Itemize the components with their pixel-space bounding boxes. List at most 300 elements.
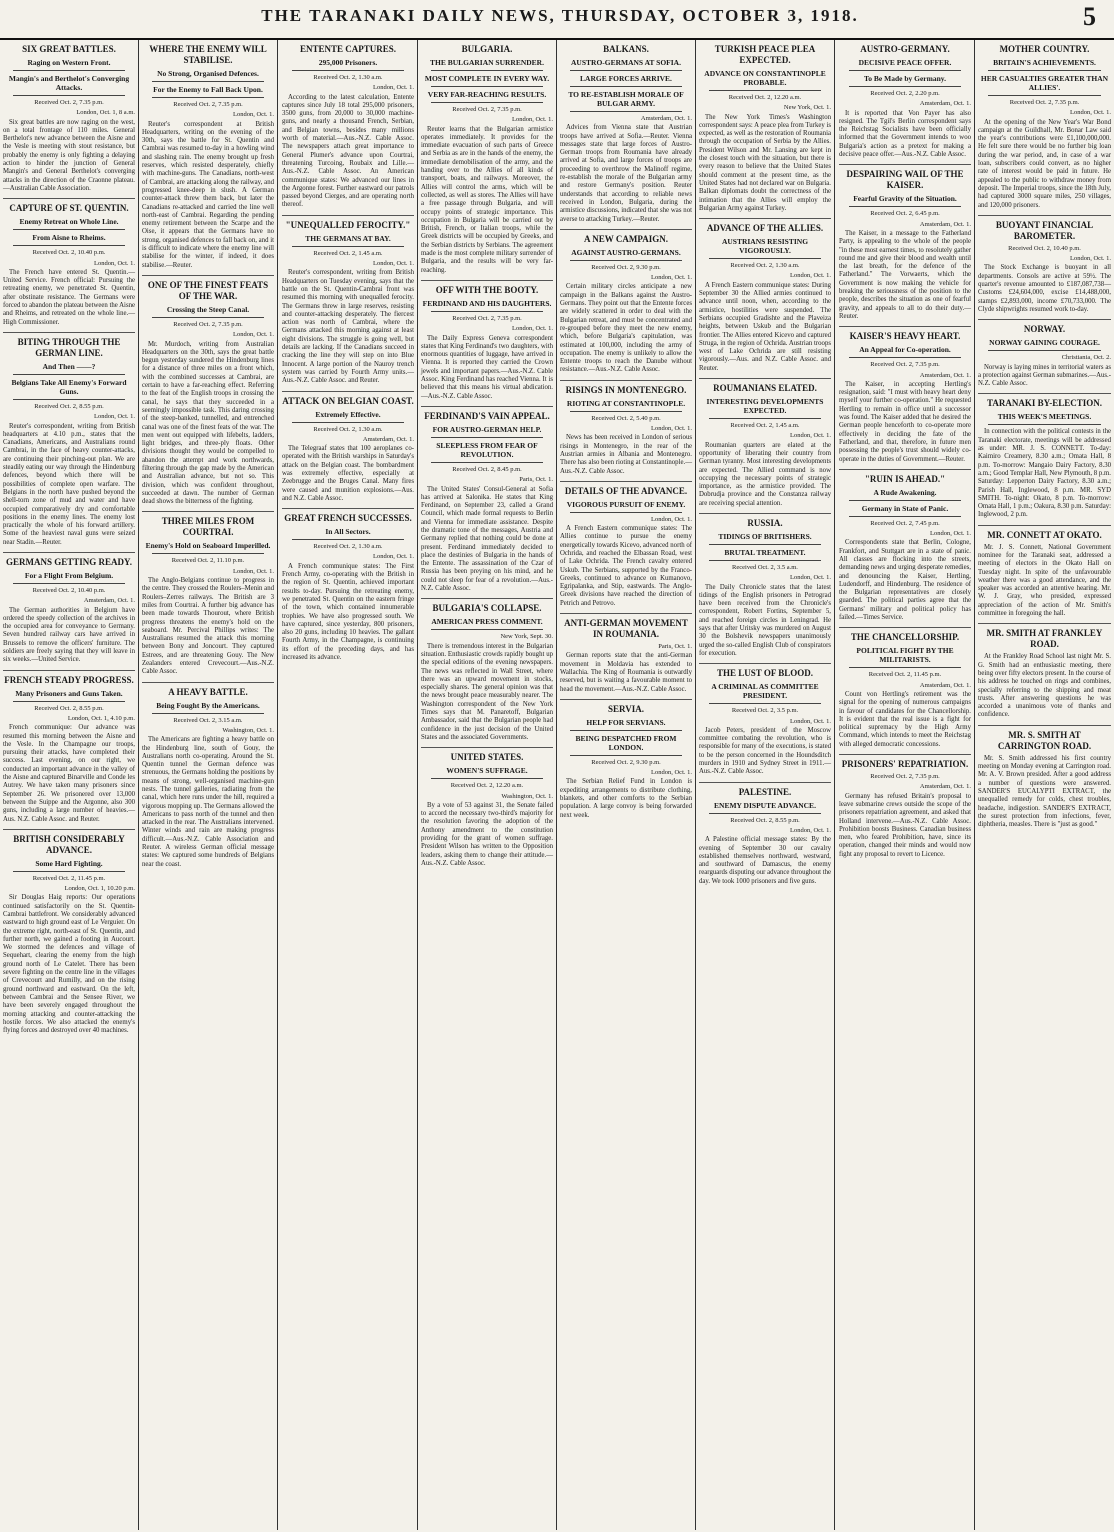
place-dateline: London, Oct. 1. <box>790 272 831 280</box>
article <box>699 223 831 379</box>
article <box>421 603 553 748</box>
place-dateline: London, Oct. 1. <box>790 717 831 725</box>
article-body: The New York Times's Washington correspondent says: A peace plea from Turkey is expected, as well as the restoration of Roumania through the occupation of Serbia by the Allies. President Wilson and Mr. Lansing are kept in the closest touch with the situation, but there is every reason to believe that the United States should comment at the present time, as the United States had not declared war on Bulgaria. Balkan diplomats doubt the correctness of the intimation that the Allies will employ the Bulgarian Army against Turkey. <box>699 113 831 212</box>
divider <box>570 512 682 513</box>
article <box>699 787 831 891</box>
article <box>282 513 414 667</box>
place-dateline: London, Oct. 1. <box>94 259 135 267</box>
received-dateline: Received Oct. 2, 10.40 p.m. <box>32 586 106 594</box>
article-body: It is reported that Von Payer has also resigned. The Tgil's Berlin correspondent says the Reichstag Socialists have been officially informed that the Government intends to woo Bulgaria's action as a pretext for making a decisive peace offer.—Aus.-N.Z. Cable Assoc. <box>839 109 971 159</box>
article-subheading: AGAINST AUSTRO-GERMANS. <box>571 247 681 257</box>
article-subheading: AMERICAN PRESS COMMENT. <box>431 617 543 627</box>
place-dateline: London, Oct. 1, 10.20 p.m. <box>64 885 135 893</box>
divider <box>709 703 821 704</box>
article-subheading: And Then ——? <box>42 361 96 371</box>
article-headline: ONE OF THE FINEST FEATS OF THE WAR. <box>147 279 269 301</box>
article-subheading: To Be Made by Germany. <box>863 74 947 83</box>
article-headline: DESPAIRING WAIL OF THE KAISER. <box>846 169 964 191</box>
article-subheading: WOMEN'S SUFFRAGE. <box>446 766 528 776</box>
place-dateline: Amsterdam, Oct. 1. <box>919 371 971 379</box>
article-body: Count von Hertling's retirement was the signal for the opening of numerous campaigns in favour of candidates for the Chancellorship. It is evident that the real issue is a fight for political supremacy by the High Army Command, which intends to meet the Reichstag with alleged democratic concessions. <box>839 690 971 748</box>
article <box>839 474 971 629</box>
article-body: The Telegraaf states that 100 aeroplanes co-operated with the British warships in Saturday's attack on the Belgian coast. The bombardment was extremely effective, especially at Zeebrugge and the Bruges Canal. Many fires were caused and munition explosions.—Aus. and N.Z. Cable Assoc. <box>282 445 414 502</box>
divider <box>431 86 543 87</box>
article-headline: RUSSIA. <box>747 517 783 528</box>
article-headline: A HEAVY BATTLE. <box>168 686 248 697</box>
divider <box>570 755 682 756</box>
article-headline: GERMANS GETTING READY. <box>6 556 132 567</box>
divider <box>13 70 125 71</box>
article <box>839 632 971 755</box>
article-subheading: VIGOROUS PURSUIT OF ENEMY. <box>566 499 686 509</box>
divider <box>292 246 404 247</box>
column-6 <box>696 40 835 1530</box>
article-body: Correspondents state that Berlin, Cologne, Frankfort, and Stuttgart are in a state of panic. All classes are flocking into the streets, demanding news and urging desperate remedies, and denouncing the Kaiser, Hertling, Ludendorff, and Hindenburg. The residence of the Bulgarian representatives are closely guarded. The political parties agree that the Germans' military and political policy has failed.—Times Service. <box>839 539 971 622</box>
article-body: At the Frankley Road School last night Mr. S. G. Smith had an enthusiastic meeting, there being over fifty electors present. In the course of his address he touched on rings and combines, specially referring to the shipping and meat trusts. After answering questions he was accorded a unanimous vote of thanks and confidence. <box>978 653 1111 719</box>
article-body: The Serbian Relief Fund in London is expediting arrangements to distribute clothing, blankets, and other comforts to the Serbian population. A large convoy is being forwarded next week. <box>560 778 692 819</box>
article <box>560 44 692 230</box>
article-body: News has been received in London of serious risings in Montenegro, in the rear of the Austrian armies in Albania and Montenegro. There has also been rioting at Constantinople.—Aus.-N.Z. Cable Assoc. <box>560 434 692 475</box>
article-body: Reuter's correspondent, writing from British Headquarters on Tuesday evening, says that the battle on the St. Quentin-Cambrai front was resumed this morning with unequalled ferocity. The Germans threw in large reserves, resisting and counter-attacking desperately. The fiercest action was north of Cambrai, where the Germans attacked this morning against at least eight divisions. The struggle is going well, but details are lacking. If the Canadians succeed in cracking the line they will step on into Blue Innocent. A large portion of the Nauroy trench system was carried by Fourth Army units.—Aus.-N.Z. Cable Assoc. and Reuter. <box>282 269 414 385</box>
article-body: The French have entered St. Quentin.—United Service. French official: Pursuing the retreating enemy, we penetrated St. Quentin, after obstinate resistance. The Germans were forced to abandon the plateau between the Aisne and Rheims, and retreated on the whole line.—High Commissioner. <box>3 268 135 326</box>
divider <box>292 70 404 71</box>
article-headline: RISINGS IN MONTENEGRO. <box>565 384 687 395</box>
article-subheading: In All Sectors. <box>325 527 371 537</box>
article-body: Reuter's correspondent at British Headquarters, writing on the evening of the 30th, says the battle for St. Quentin and Cambrai was resumed to-day in a howling wind and slashing rain. The enemy brought up fresh reserves, which resisted desperately, chiefly with machine-guns. The Canadians, north-west of Cambrai, are attacking along the railway, and progressed knee-deep in slush. A German counter-attack threw them back, but later the Canadians re-attacked and carried the line well north-east of Cambrai. Regarding the pending enemy retirement between the Scarpe and the Oise, it appears that the Germans have no strong, organised defences to fall back on, and it is difficult to indicate where the enemy line will stabilise for the winter, if indeed, it does stabilise.—Reuter. <box>142 120 274 269</box>
article-headline: TURKISH PEACE PLEA EXPECTED. <box>714 44 816 65</box>
received-dateline: Received Oct. 2, 1.45 a.m. <box>313 249 383 257</box>
divider <box>152 317 264 318</box>
article-subheading: BRITAIN'S ACHIEVEMENTS. <box>993 58 1096 67</box>
article-headline: BRITISH CONSIDERABLY ADVANCE. <box>13 833 125 855</box>
article <box>421 752 553 873</box>
article <box>3 834 135 1041</box>
received-dateline: Received Oct. 2, 11.10 p.m. <box>171 557 245 565</box>
place-dateline: London, Oct. 1, 8 a.m. <box>76 109 135 117</box>
article-headline: SIX GREAT BATTLES. <box>22 44 116 54</box>
place-dateline: London, Oct. 1. <box>233 331 274 339</box>
place-dateline: Amsterdam, Oct. 1. <box>919 100 971 108</box>
article-subheading: Extremely Effective. <box>315 409 381 419</box>
received-dateline: Received Oct. 2, 10.40 p.m. <box>32 249 106 257</box>
masthead-title: THE TARANAKI DAILY NEWS, THURSDAY, OCTOBER 3, 1918. <box>261 6 859 25</box>
article-body: A French Eastern communique states: During September 30 the Allied armies continued to advance until noon, when, according to the armistice, hostilities were suspended. The Serbians occupied Gradishte and the Plaveiza heights, between Uskub and the Bulgarian frontier. The Allies entered Kicevo and captured Struga, in the region of Ochrida. Austrian troops west of Lake Ochrida are still resisting vigorously.—Aus. and N.Z. Cable Assoc. and Reuter. <box>699 281 831 372</box>
received-dateline: Received Oct. 2, 7.35 p.m. <box>34 99 104 106</box>
article-subheading: 295,000 Prisoners. <box>318 58 378 67</box>
article-body: The German authorities in Belgium have ordered the speedy collection of the archives in the occupied area for conveyance to Germany. Seven hundred railway cars have arrived in Brussels to remove the officers' furniture. The soldiers are freely saying that they will leave in six weeks.—United Service. <box>3 606 135 664</box>
article-subheading: No Strong, Organised Defences. <box>157 69 259 78</box>
article-subheading: An Appeal for Co-operation. <box>859 345 951 355</box>
received-dateline: Received Oct. 2, 3.15 a.m. <box>173 716 243 724</box>
divider <box>13 95 125 96</box>
divider <box>13 583 125 584</box>
article-subheading: Fearful Gravity of the Situation. <box>853 194 957 204</box>
article-headline: PRISONERS' REPATRIATION. <box>841 759 969 770</box>
article <box>560 618 692 700</box>
article-body: Six great battles are now raging on the west, on a total frontage of 110 miles. General Berthelot's new advance between the Aisne and the Vesle is meeting with stout resistance, but probably the enemy is only fighting a delaying action to hinder the junction of General Mangin's and General Berthelot's converging attacks in the direction of the Craonne plateau.—Australian Cable Association. <box>3 118 135 192</box>
article-body: German reports state that the anti-German movement in Moldavia has extended to Wallachia. The King of Roumania is outwardly reserved, but is waiting a favourable moment to head the movement.—Aus.-N.Z. Cable Assoc. <box>560 652 692 693</box>
place-dateline: Amsterdam, Oct. 1. <box>640 115 692 122</box>
article-body: A French communique states: The First French Army, co-operating with the British in the region of St. Quentin, achieved important results to-day. Pursuing the retreating enemy, we penetrated St. Quentin on the eastern fringe of the town, which contained innumerable trophies. We have also progressed south. We have captured, since yesterday, 800 prisoners, also 20 guns, including 10 heavies. The gallant Fourth Army, in the Champagne, is continuing its effort of the preceding days, and has increased its advance. <box>282 562 414 662</box>
article-headline: BITING THROUGH THE GERMAN LINE. <box>17 336 121 358</box>
article <box>978 44 1111 216</box>
article-headline: ATTACK ON BELGIAN COAST. <box>282 395 414 406</box>
article <box>560 486 692 614</box>
article-headline: OFF WITH THE BOOTY. <box>435 284 539 295</box>
received-dateline: Received Oct. 2, 7.35 p.m. <box>1009 99 1080 106</box>
received-dateline: Received Oct. 2, 12.20 a.m. <box>728 94 802 101</box>
divider <box>988 95 1101 96</box>
place-dateline: London, Oct. 1. <box>373 553 414 561</box>
article-subheading: Many Prisoners and Guns Taken. <box>15 688 123 698</box>
article <box>699 44 831 219</box>
article <box>3 337 135 553</box>
received-dateline: Received Oct. 2, 7.35 p.m. <box>452 314 522 322</box>
place-dateline: London, Oct. 1. <box>1070 109 1111 117</box>
article-body: Jacob Peters, president of the Moscow committee combating the revolution, who is responsible for many of the executions, is stated to be the person concerned in the Houndsditch murders in 1910 and Sydney Street in 1911.—Aus.-N.Z. Cable Assoc. <box>699 726 831 776</box>
divider <box>709 560 821 561</box>
received-dateline: Received Oct. 2, 1.45 a.m. <box>730 422 800 430</box>
divider <box>13 229 125 230</box>
divider <box>431 70 543 71</box>
article-body: Norway is laying mines in territorial waters as a protection against German submarines.—Aus.-N.Z. Cable Assoc. <box>978 363 1111 388</box>
article-subheading: MOST COMPLETE IN EVERY WAY. <box>424 74 550 83</box>
place-dateline: London, Oct. 1. <box>651 274 692 282</box>
place-dateline: London, Oct. 1. <box>1070 255 1111 263</box>
article <box>839 331 971 470</box>
article-subheading: FERDINAND AND HIS DAUGHTERS. <box>422 298 552 308</box>
divider <box>709 544 821 545</box>
article-headline: "RUIN IS AHEAD." <box>864 473 946 484</box>
article-headline: TARANAKI BY-ELECTION. <box>986 398 1103 409</box>
article-subheading: HER CASUALTIES GREATER THAN ALLIES'. <box>980 74 1109 92</box>
article-subheading: BRUTAL TREATMENT. <box>724 547 806 557</box>
place-dateline: Paris, Oct. 1. <box>519 476 553 484</box>
article-body: Mr. Murdoch, writing from Australian Headquarters on the 30th, says the great battle begun yesterday sundered the Hindenburg lines for a distance of three miles on a front which, with the combined successes at Cambrai, are certain to have a far-reaching effect. Referring to the feat of the English troops in crossing the canal, he says that they succeeded in a seemingly impossible task. This daring crossing of the steep-banked, tunnelled, and entrenched canal was one of the finest feats of the war. The men went out equipped with lifebelts, ladders, light bridges, and three-ply floats. Other divisions thought they would be compelled to abandon the attempt and work northwards, filtering through the gap made by the American and Australian advance, but not so. This division, which was confident throughout, succeeded at dawn. The number of German dead shows the bitterness of the fighting. <box>142 340 274 506</box>
received-dateline: Received Oct. 2, 8.45 p.m. <box>452 465 522 473</box>
article-body: Reuter learns that the Bulgarian armistice operates immediately. It provides for the immediate evacuation of such parts of Greece and Serbia as are in the hands of the enemy, the immediate demobilisation of the army, and the handing over to the Allies of all kinds of transport, boats, and railways. Moreover, the Allies will control the arms, which will be collected, as well as stores. The Allies will have a free passage through Bulgaria, and will occupy points of strategic importance. This occupation in Bulgaria will be carried out by British, French, or Italian troops, while the Greek districts will be occupied by Greeks, and the Serbian districts by Serbians. The agreement made is the most complete military surrender of Bulgaria, and the results will be very far-reaching. <box>421 125 553 274</box>
article <box>142 687 274 874</box>
divider <box>570 111 682 112</box>
article-subheading: BEING DESPATCHED FROM LONDON. <box>575 733 677 752</box>
article-body: At the opening of the New Year's War Bond campaign at the Guildhall, Mr. Bonar Law said the year's contributions were £1,100,000,000. He felt sure there would be no further big loan during the war period, and, in case of a war loan, subscribers could convert, as no higher rate of interest would be paid in future. He appealed to the public to withdraw money from deposit. The Imperial troops, since the 18th July, had captured 3000 square miles, 250 villages, and 120,000 prisoners. <box>978 118 1111 209</box>
article-headline: ANTI-GERMAN MOVEMENT IN ROUMANIA. <box>564 618 688 640</box>
article-subheading: POLITICAL FIGHT BY THE MILITARISTS. <box>856 646 954 665</box>
article <box>142 516 274 682</box>
divider <box>13 245 125 246</box>
divider <box>152 81 264 82</box>
article-body: According to the latest calculation, Entente captures since July 18 total 295,000 prisoners, 3500 guns, from 20,000 to 30,000 machine-guns, and nearly a thousand French, Serbian, and Belgian towns, besides many millions worth of material.—Aus.-N.Z. Cable Assoc. The newspapers attach great importance to General Plumer's advance upon Courtrai, threatening Turcoing, Roubaix and Lille.—Aus.-N.Z. Cable Assoc. An American communique states: We advanced our lines in the Argonne forest. Further eastward our patrols passed beyond Cierges, and are operating north thereof. <box>282 93 414 209</box>
divider <box>431 629 543 630</box>
place-dateline: London, Oct. 1. <box>790 574 831 582</box>
article-body: French communique: Our advance was resumed this morning between the Aisne and the Vesle. In the Champagne our troops, pursuing their attacks, have completed their success. Last evening, on our right, we conducted an important advance in the valley of the Aisne and captured Binarville and Conde les Autrey. We have taken many prisoners since September 26. We prisonered over 13,000 between the Suippe and the Argonne, also 300 guns, including a large number of heavies.—Aus. N.Z. Cable Assoc. and Reuter. <box>3 724 135 823</box>
place-dateline: Amsterdam, Oct. 1. <box>919 220 971 228</box>
article-headline: BUOYANT FINANCIAL BAROMETER. <box>995 219 1094 241</box>
place-dateline: London, Oct. 1. <box>512 325 553 333</box>
article-headline: THE LUST OF BLOOD. <box>716 668 814 679</box>
article-body: By a vote of 53 against 31, the Senate failed to accord the necessary two-third's majority for the resolution favoring the adoption of the Anthony amendment to the constitution providing for the grant of women suffrage. President Wilson has written to the Opposition leaders, asking them to change their attitude.—Aus.-N.Z. Cable Assoc. <box>421 801 553 867</box>
divider <box>570 86 682 87</box>
article-subheading: ENEMY DISPUTE ADVANCE. <box>714 800 816 810</box>
article <box>560 234 692 381</box>
received-dateline: Received Oct. 2, 5.40 p.m. <box>591 414 661 422</box>
received-dateline: Received Oct. 2, 11.45 p.m. <box>868 671 942 679</box>
place-dateline: London, Oct. 1. <box>373 84 414 92</box>
divider <box>431 102 543 103</box>
column-8 <box>975 40 1114 1530</box>
article-headline: ADVANCE OF THE ALLIES. <box>706 223 824 234</box>
place-dateline: London, Oct. 1. <box>233 567 274 575</box>
article-body: Advices from Vienna state that Austrian troops have arrived at Sofia.—Reuter. Vienna messages state that large forces of Austro-German troops from Roumania have already arrived at Sofia, and large forces of troops are proceeding to overthrow the Malinoff regime, re-establish the morale of the Bulgarian army and restore Germany's position. Reuter understands that according to reliable news received in London, Bulgaria, during the armistice discussions, indicated that she was not averse to attacking Turkey.—Reuter. <box>560 124 692 223</box>
article-subheading: HELP FOR SERVIANS. <box>586 717 666 727</box>
article-body: Certain military circles anticipate a new campaign in the Balkans against the Austro-Germans. They point out that the Entente forces are widely scattered in order to deal with the Bulgarian retreat, and must be concentrated and re-grouped before they meet the new enemy, which, before Bulgaria's capitulation, was estimated at 100,000, including the army of occupation. The enemy is unlikely to allow the Entente troops to reach the Danube without resistance.—Aus.-N.Z. Cable Assoc. <box>560 283 692 374</box>
place-dateline: London, Oct. 1. <box>651 769 692 777</box>
article <box>421 411 553 599</box>
received-dateline: Received Oct. 2, 1.30 a.m. <box>313 74 383 81</box>
divider <box>849 70 961 71</box>
article <box>839 44 971 165</box>
article <box>978 628 1111 725</box>
divider <box>570 70 682 71</box>
article-subheading: Crossing the Steep Canal. <box>166 304 250 314</box>
divider <box>988 350 1101 351</box>
place-dateline: New York, Oct. 1. <box>783 104 831 112</box>
article <box>978 530 1111 625</box>
place-dateline: London, Oct. 1. <box>94 413 135 421</box>
article-subheading: SLEEPLESS FROM FEAR OF REVOLUTION. <box>436 440 538 459</box>
place-dateline: Paris, Oct. 1. <box>658 643 692 651</box>
received-dateline: Received Oct. 2, 7.35 p.m. <box>173 320 243 328</box>
divider <box>849 516 961 517</box>
divider <box>709 813 821 814</box>
place-dateline: Amsterdam, Oct. 1. <box>362 435 414 443</box>
article-body: The Stock Exchange is buoyant in all departments. Consols are active at 59½. The quarter's revenue amounted to £187,087,738—Customs £24,604,000, excise £14,488,000, stamps £2,893,000, income £70,733,000. The Clyde shipwrights resumed work to-day. <box>978 264 1111 313</box>
article <box>978 324 1111 394</box>
article <box>3 557 135 671</box>
divider <box>431 462 543 463</box>
divider <box>152 97 264 98</box>
article <box>3 44 135 199</box>
article-subheading: For a Flight From Belgium. <box>24 570 114 580</box>
place-dateline: Christiania, Oct. 2. <box>1061 354 1111 362</box>
article-headline: A NEW CAMPAIGN. <box>584 233 668 244</box>
article-headline: KAISER'S HEAVY HEART. <box>849 331 961 342</box>
article-headline: SERVIA. <box>608 703 644 714</box>
article-headline: AUSTRO-GERMANY. <box>860 44 950 54</box>
divider <box>988 424 1101 425</box>
page-number: 5 <box>1083 2 1096 31</box>
article-headline: UNITED STATES. <box>450 752 524 763</box>
place-dateline: London, Oct. 1, 4.10 p.m. <box>67 714 135 722</box>
place-dateline: London, Oct. 1. <box>790 826 831 834</box>
article-headline: WHERE THE ENEMY WILL STABILISE. <box>149 44 267 65</box>
place-dateline: London, Oct. 1. <box>373 260 414 268</box>
article-body: There is tremendous interest in the Bulgarian situation. Enthusiastic crowds rapidly bought up the special editions of the evening newspapers. The news was reflected in Wall Street, where there was an upward movement in stocks, especially shares. The general opinion was that the news brought peace measurably nearer. The Washington correspondent of the New York Times says that M. Panaretoff, Bulgarian Ambassador, said that the Bulgarian people had confidence in the just decision of the United States and the associated Governments. <box>421 642 553 741</box>
article <box>142 44 274 276</box>
divider <box>709 90 821 91</box>
article <box>142 280 274 513</box>
divider <box>570 730 682 731</box>
divider <box>849 86 961 87</box>
article <box>839 169 971 327</box>
article-headline: DETAILS OF THE ADVANCE. <box>564 485 688 496</box>
article-subheading: Enemy Retreat on Whole Line. <box>19 217 119 227</box>
masthead <box>0 0 1114 40</box>
article-body: Germany has refused Britain's proposal to leave submarine crews outside the scope of the prisoners repatriation agreement, and asked that Holland intervene.—Aus.-N.Z. Cable Assoc. Prohibition boosts Business. Canadian business men, who feared Prohibition, have, since its operation, changed their minds and would now fight any proposal to revert to Licence. <box>839 792 971 858</box>
columns-area <box>0 40 1114 1532</box>
column-7 <box>836 40 975 1530</box>
received-dateline: Received Oct. 2, 10.40 p.m. <box>1008 244 1081 252</box>
article-headline: BALKANS. <box>603 44 649 54</box>
received-dateline: Received Oct. 2, 7.35 p.m. <box>870 773 940 781</box>
column-1 <box>0 40 139 1530</box>
received-dateline: Received Oct. 2, 2.20 p.m. <box>870 90 940 97</box>
divider <box>849 357 961 358</box>
article-headline: BULGARIA'S COLLAPSE. <box>432 603 542 614</box>
article <box>978 398 1111 525</box>
article-body: The Daily Express Geneva correspondent states that King Ferdinand's two daughters, with enormous quantities of luggage, have arrived in Vienna. It is reported they carried the Crown jewels and important papers.—Aus.-N.Z. Cable Assoc. King Ferdinand has reached Vienna. It is believed that this means his virtual abdication.—Aus.-N.Z. Cable Assoc. <box>421 334 553 400</box>
article-subheading: THE BULGARIAN SURRENDER. <box>430 58 544 67</box>
article-headline: PALESTINE. <box>738 786 792 797</box>
article-subheading: DECISIVE PEACE OFFER. <box>858 58 952 67</box>
article-subheading: TIDINGS OF BRITISHERS. <box>718 531 812 541</box>
received-dateline: Received Oct. 2, 1.30 a.m. <box>313 543 383 551</box>
article <box>421 44 553 281</box>
received-dateline: Received Oct. 2, 9.30 p.m. <box>591 263 661 271</box>
column-3 <box>279 40 418 1530</box>
article-subheading: Raging on Western Front. <box>27 58 111 67</box>
article-body: The Daily Chronicle states that the latest tidings of the English prisoners in Petrograd have been received from the Chronicle's correspondent, Robert Fortins, September 5, and reached foreign circles in Leningrad. He says that after Uritsky was murdered on August 30 the Bolshevik newspapers unanimously urged the so-called English Club of conspirators for execution. <box>699 583 831 657</box>
article <box>839 759 971 864</box>
received-dateline: Received Oct. 2, 8.55 p.m. <box>730 816 800 824</box>
divider <box>152 713 264 714</box>
article-body: The Americans are fighting a heavy battle on the Hindenburg line, south of Gouy, the Australians north co-operating. Around the St. Quentin tunnel the German defence was strenuous, the Germans holding the positions by means of strong, well-organised machine-gun nests. The tunnel galleries, radiating from the canal, which here runs under the hill, required a vigorous mopping up. The Germans allowed the Americans to pass north of the tunnel and then attacked in the rear. The Australians intervened. Winter winds and rain are making progress difficult.—Aus.-N.Z. Cable Association and Reuter. A wireless German official message states: We captured some hundreds of Belgians near the coast. <box>142 736 274 868</box>
divider <box>988 70 1101 71</box>
received-dateline: Received Oct. 2, 7.45 p.m. <box>870 519 940 527</box>
place-dateline: London, Oct. 1. <box>930 530 971 538</box>
received-dateline: Received Oct. 2, 7.35 p.m. <box>173 101 243 108</box>
received-dateline: Received Oct. 2, 8.55 p.m. <box>34 402 104 410</box>
article <box>282 220 414 392</box>
place-dateline: London, Oct. 1. <box>790 432 831 440</box>
divider <box>292 422 404 423</box>
article <box>3 203 135 333</box>
received-dateline: Received Oct. 2, 1.30 a.m. <box>730 262 800 270</box>
article-headline: MR. S. SMITH AT CARRINGTON ROAD. <box>997 729 1092 751</box>
article-body: The Anglo-Belgians continue to progress in the centre. They crossed the Roulers–Menin and Roulers–Zerres railways. The British are 3 miles from Courtrai. A further big advance has been made towards Thourout, where British progress threatens the enemy's hold on the seaboard. Mr. Percival Phillips writes: The Australians resumed the attack this morning between Bony and Joncourt. They captured Estrees, and are threatening Gouy. The New Zealanders entered Crevecourt.—Aus.-N.Z. Cable Assoc. <box>142 577 274 676</box>
article <box>560 385 692 482</box>
article-body: Reuter's correspondent, writing from British headquarters at 4.10 p.m., states that the Canadians, Americans, and Australians round Cambrai, in the face of heavy counter-attacks, are continuing their pinching-out plan. We are steadily eating our way through the Hindenburg defences, beyond which there will be possibilities of complete open warfare. The Belgians in the north have pushed beyond the shell-torn zone of mud and water and have occupied comparatively dry and comfortable positions in the enemy lines. The enemy lost practically the whole of his forward artillery. Some of the heaviest naval guns were seized near Stadin.—Reuter. <box>3 422 135 546</box>
divider <box>292 539 404 540</box>
article-headline: THE CHANCELLORSHIP. <box>850 632 960 643</box>
article-headline: FERDINAND'S VAIN APPEAL. <box>424 410 550 421</box>
received-dateline: Received Oct. 2, 3.5 p.m. <box>731 707 799 715</box>
article-headline: MR. CONNETT AT OKATO. <box>987 529 1102 540</box>
article-subheading: LARGE FORCES ARRIVE. <box>580 74 672 83</box>
article-subheading: AUSTRIANS RESISTING VIGOROUSLY. <box>721 237 809 256</box>
article-headline: MOTHER COUNTRY. <box>999 44 1090 54</box>
article-subheading: VERY FAR-REACHING RESULTS. <box>427 90 547 99</box>
divider <box>709 418 821 419</box>
article-subheading: A CRIMINAL AS COMMITTEE PRESIDENT. <box>711 682 819 701</box>
article-subheading: Mangin's and Berthelot's Converging Attacks. <box>8 74 130 92</box>
article-body: The Kaiser, in accepting Hertling's resignation, said: "I must with heavy heart deny myself your further co-operation." He requested Hertling to remain in office until a successor was found. The Kaiser added that he desired the German people henceforth to co-operate more effectively in deciding the fate of the Fatherland, and that, therefore, in future men possessing the people's trust should widely co-operate in the duties of Government.—Reuter. <box>839 380 971 463</box>
article <box>421 285 553 407</box>
article-subheading: Belgians Take All Enemy's Forward Guns. <box>11 377 127 396</box>
divider <box>13 399 125 400</box>
article <box>699 668 831 782</box>
article-subheading: Enemy's Hold on Seaboard Imperilled. <box>145 541 271 551</box>
received-dateline: Received Oct. 2, 7.35 p.m. <box>452 106 522 113</box>
article-subheading: FOR AUSTRO-GERMAN HELP. <box>432 424 542 434</box>
article-subheading: TO RE-ESTABLISH MORALE OF BULGAR ARMY. <box>568 90 684 108</box>
divider <box>849 500 961 501</box>
divider <box>849 667 961 668</box>
article-body: Mr. S. Smith addressed his first country meeting on Monday evening at Carrington road. Mr. A. V. Brown presided. After a good address a number of questions were answered. SANDER'S EUCALYPTI EXTRACT, the unequalled remedy for colds, chest troubles, headache, indigestion. SANDER'S EXTRACT, the surest protection from infections, fever, diphtheria, measles. There is "just as good." <box>978 754 1111 829</box>
article-subheading: THE GERMANS AT BAY. <box>305 233 391 243</box>
article <box>699 518 831 664</box>
article <box>978 220 1111 320</box>
article-subheading: ADVANCE ON CONSTANTINOPLE PROBABLE. <box>704 69 826 87</box>
article-body: The United States' Consul-General at Sofia has arrived at Salonika. He states that King Ferdinand, on September 23, called a Grand Council, which made formal requests to Berlin and Vienna for immediate assistance. Despite the dramatic tone of the messages, Austria and Germany replied that nothing could be done at present. Ferdinand immediately decided to place the destinies of Bulgaria in the hands of the Entente. The assassination of the Czar of Russia has been preying on his mind, and he could not sleep for fear of a revolution.—Aus.-N.Z. Cable Assoc. <box>421 485 553 593</box>
article-subheading: THIS WEEK'S MEETINGS. <box>997 412 1092 422</box>
column-2 <box>139 40 278 1530</box>
article <box>699 383 831 514</box>
divider <box>431 311 543 312</box>
article-headline: GREAT FRENCH SUCCESSES. <box>284 513 412 524</box>
article-subheading: Being Fought By the Americans. <box>156 700 260 710</box>
place-dateline: London, Oct. 1. <box>651 515 692 523</box>
article-subheading: Germany in State of Panic. <box>861 503 949 513</box>
place-dateline: Washington, Oct. 1. <box>222 726 274 734</box>
place-dateline: Amsterdam, Oct. 1. <box>83 597 135 605</box>
article-headline: ENTENTE CAPTURES. <box>299 44 397 54</box>
divider <box>431 778 543 779</box>
received-dateline: Received Oct. 2, 9.30 p.m. <box>591 758 661 766</box>
place-dateline: London, Oct. 1. <box>512 116 553 124</box>
article-headline: ROUMANIANS ELATED. <box>713 383 817 394</box>
article-subheading: For the Enemy to Fall Back Upon. <box>153 85 263 94</box>
divider <box>13 871 125 872</box>
article <box>978 730 1111 835</box>
received-dateline: Received Oct. 2, 8.55 p.m. <box>34 704 104 712</box>
article-body: In connection with the political contests in the Taranaki electorate, meetings will be addressed as under: MR. J. S. CONNETT. To-day: Kaimiro Creamery, 8.30 a.m.; Omata Hall, 8 p.m. To-morrow: Mangaio Dairy Factory, 8.30 a.m.; Good Templar Hall, New Plymouth, 8 p.m. Saturday: Lepperton Dairy Factory, 8.30 a.m.; Parish Hall, Inglewood, 8 p.m. MR. SYD SMITH. To-night: Okato, 8 p.m. To-morrow: Omata Hall, 1 p.m.; Oakura, 8.30 p.m. Saturday: Inglewood, 2 p.m. <box>978 428 1111 519</box>
article-body: A Palestine official message states: By the evening of September 30 our cavalry established themselves northward, westward, and southward of Damascus, the enemy rearguards disputing our advance throughout the day. We took 1000 prisoners and five guns. <box>699 836 831 885</box>
divider <box>570 260 682 261</box>
article <box>560 704 692 825</box>
column-4 <box>418 40 557 1530</box>
divider <box>709 258 821 259</box>
article-subheading: RIOTING AT CONSTANTINOPLE. <box>566 398 686 408</box>
divider <box>431 437 543 438</box>
received-dateline: Received Oct. 2, 12.20 a.m. <box>450 782 524 790</box>
article-subheading: Some Hard Fighting. <box>35 858 103 868</box>
article-headline: THREE MILES FROM COURTRAI. <box>161 516 255 538</box>
received-dateline: Received Oct. 2, 11.45 p.m. <box>32 874 106 882</box>
article-body: The Kaiser, in a message to the Fatherland Party, is appealing to the whole of the people "in these most earnest times, to resolutely gather round me and give their blood and wealth until the last breath, for the defence of the Fatherland." The Vorwaerts, which the Government is now making the vehicle for breaking the seriousness of the position to the people, describes the situation as one of fearful gravity, and appeals to all to do their duty.—Reuter. <box>839 229 971 320</box>
article-subheading: INTERESTING DEVELOPMENTS EXPECTED. <box>706 397 824 416</box>
article-headline: BULGARIA. <box>461 44 513 54</box>
column-5 <box>557 40 696 1530</box>
place-dateline: Amsterdam, Oct. 1. <box>919 783 971 791</box>
divider <box>152 553 264 554</box>
received-dateline: Received Oct. 2, 1.30 a.m. <box>313 425 383 433</box>
place-dateline: New York, Sept. 30. <box>500 633 553 641</box>
article-subheading: AUSTRO-GERMANS AT SOFIA. <box>571 58 681 67</box>
article-headline: FRENCH STEADY PROGRESS. <box>4 674 134 685</box>
place-dateline: London, Oct. 1. <box>651 425 692 433</box>
article-headline: NORWAY. <box>1023 324 1066 335</box>
